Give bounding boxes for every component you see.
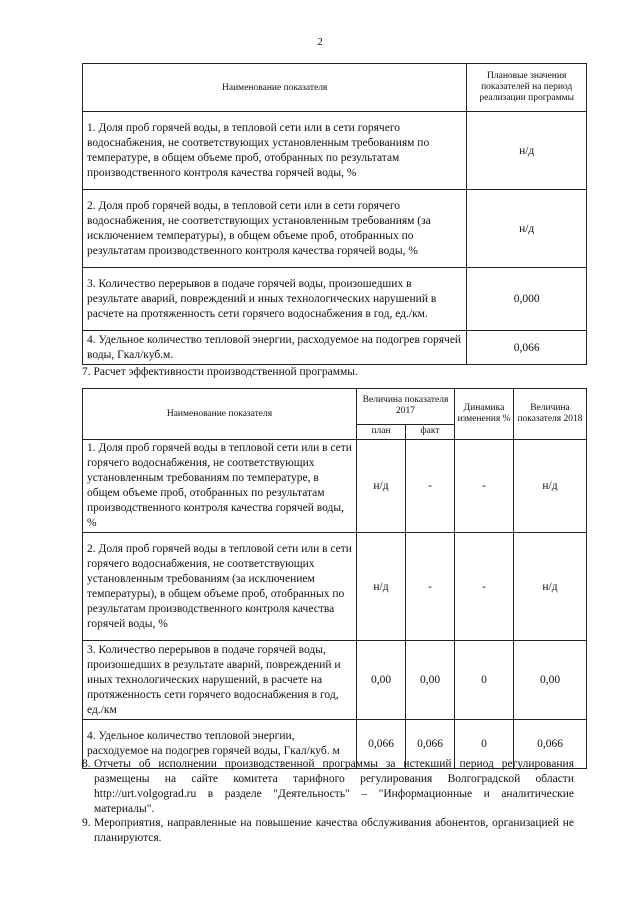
planned-indicators-table [82,63,587,365]
indicator-name: 3. Количество перерывов в подаче горячей воды, произошедших в результате аварий, повреждений и иных технологических нарушений, в расчете на протяженность сети горячего водоснабжения в год, ед./км [83,641,357,720]
table-row [83,440,587,533]
value-2018: 0,00 [514,641,587,720]
dynamics-value: 0 [455,720,514,769]
table-row [83,533,587,641]
note-text: Отчеты об исполнении производственной программы за истекший период регулирования размещены на сайте комитета тарифного регулирования Волгоградской области http://urt.volgograd.ru в разделе "Деятельность" – "Информационные и аналитические материалы". [94,758,574,815]
fact-value: 0,066 [406,720,455,769]
indicator-name: 2. Доля проб горячей воды, в тепловой сети или в сети горячего водоснабжения, не соответствующих установленным требованиям (за исключением температуры), в общем объеме проб, отобранных по результатам производственного контроля качества горячей воды, % [83,190,467,268]
note-text: Мероприятия, направленные на повышение качества обслуживания абонентов, организацией не планируются. [94,817,574,844]
table-header-row [83,389,587,425]
note-number: 9. [82,817,91,829]
dynamics-value: - [455,533,514,641]
column-header-plan: Плановые значения показателей на период реализации программы [467,64,587,112]
section-7-title: 7. Расчет эффективности производственной программы. [82,366,358,378]
indicator-name: 1. Доля проб горячей воды, в тепловой сети или в сети горячего водоснабжения, не соответствующих установленным требованиям по температуре, в общем объеме проб, отобранных по результатам производственного контроля качества горячей воды, % [83,112,467,190]
indicator-name: 4. Удельное количество тепловой энергии, расходуемое на подогрев горячей воды, Гкал/куб. м [83,720,357,769]
plan-value: 0,00 [357,641,406,720]
table-row [83,112,587,190]
dynamics-value: - [455,440,514,533]
page-number: 2 [317,36,323,48]
column-header-value-2017: Величина показателя 2017 [357,389,455,425]
note-9 [82,816,574,846]
note-number: 8. [82,758,91,770]
value-2018: 0,066 [514,720,587,769]
column-header-dynamics: Динамика изменения % [455,389,514,440]
table-row [83,641,587,720]
plan-value: 0,066 [357,720,406,769]
indicator-name: 2. Доля проб горячей воды в тепловой сети или в сети горячего водоснабжения, не соответствующих установленным требованиям (за исключением температуры), в общем объеме проб, отобранных по результатам производственного контроля качества горячей воды, % [83,533,357,641]
column-header-value-2018: Величина показателя 2018 [514,389,587,440]
table-row [83,190,587,268]
indicator-value: н/д [467,190,587,268]
indicator-name: 3. Количество перерывов в подаче горячей воды, произошедших в результате аварий, повреждений и иных технологических нарушений в расчете на протяженность сети горячего водоснабжения в год, ед./км. [83,268,467,331]
indicator-value: н/д [467,112,587,190]
plan-value: н/д [357,440,406,533]
table-header-row [83,64,587,112]
indicator-name: 4. Удельное количество тепловой энергии, расходуемое на подогрев горячей воды, Гкал/куб.м. [83,331,467,365]
fact-value: 0,00 [406,641,455,720]
dynamics-value: 0 [455,641,514,720]
efficiency-table [82,388,587,769]
value-2018: н/д [514,440,587,533]
fact-value: - [406,533,455,641]
column-header-plan: план [357,424,406,439]
indicator-name: 1. Доля проб горячей воды в тепловой сети или в сети горячего водоснабжения, не соответствующих установленным требованиям по температуре, в общем объеме проб, отобранных по результатам производственного контроля качества горячей воды, % [83,440,357,533]
value-2018: н/д [514,533,587,641]
note-8 [82,757,574,817]
indicator-value: 0,000 [467,268,587,331]
indicator-value: 0,066 [467,331,587,365]
column-header-name: Наименование показателя [83,389,357,440]
plan-value: н/д [357,533,406,641]
column-header-fact: факт [406,424,455,439]
fact-value: - [406,440,455,533]
table-row [83,268,587,331]
table-row [83,331,587,365]
column-header-name: Наименование показателя [83,64,467,112]
